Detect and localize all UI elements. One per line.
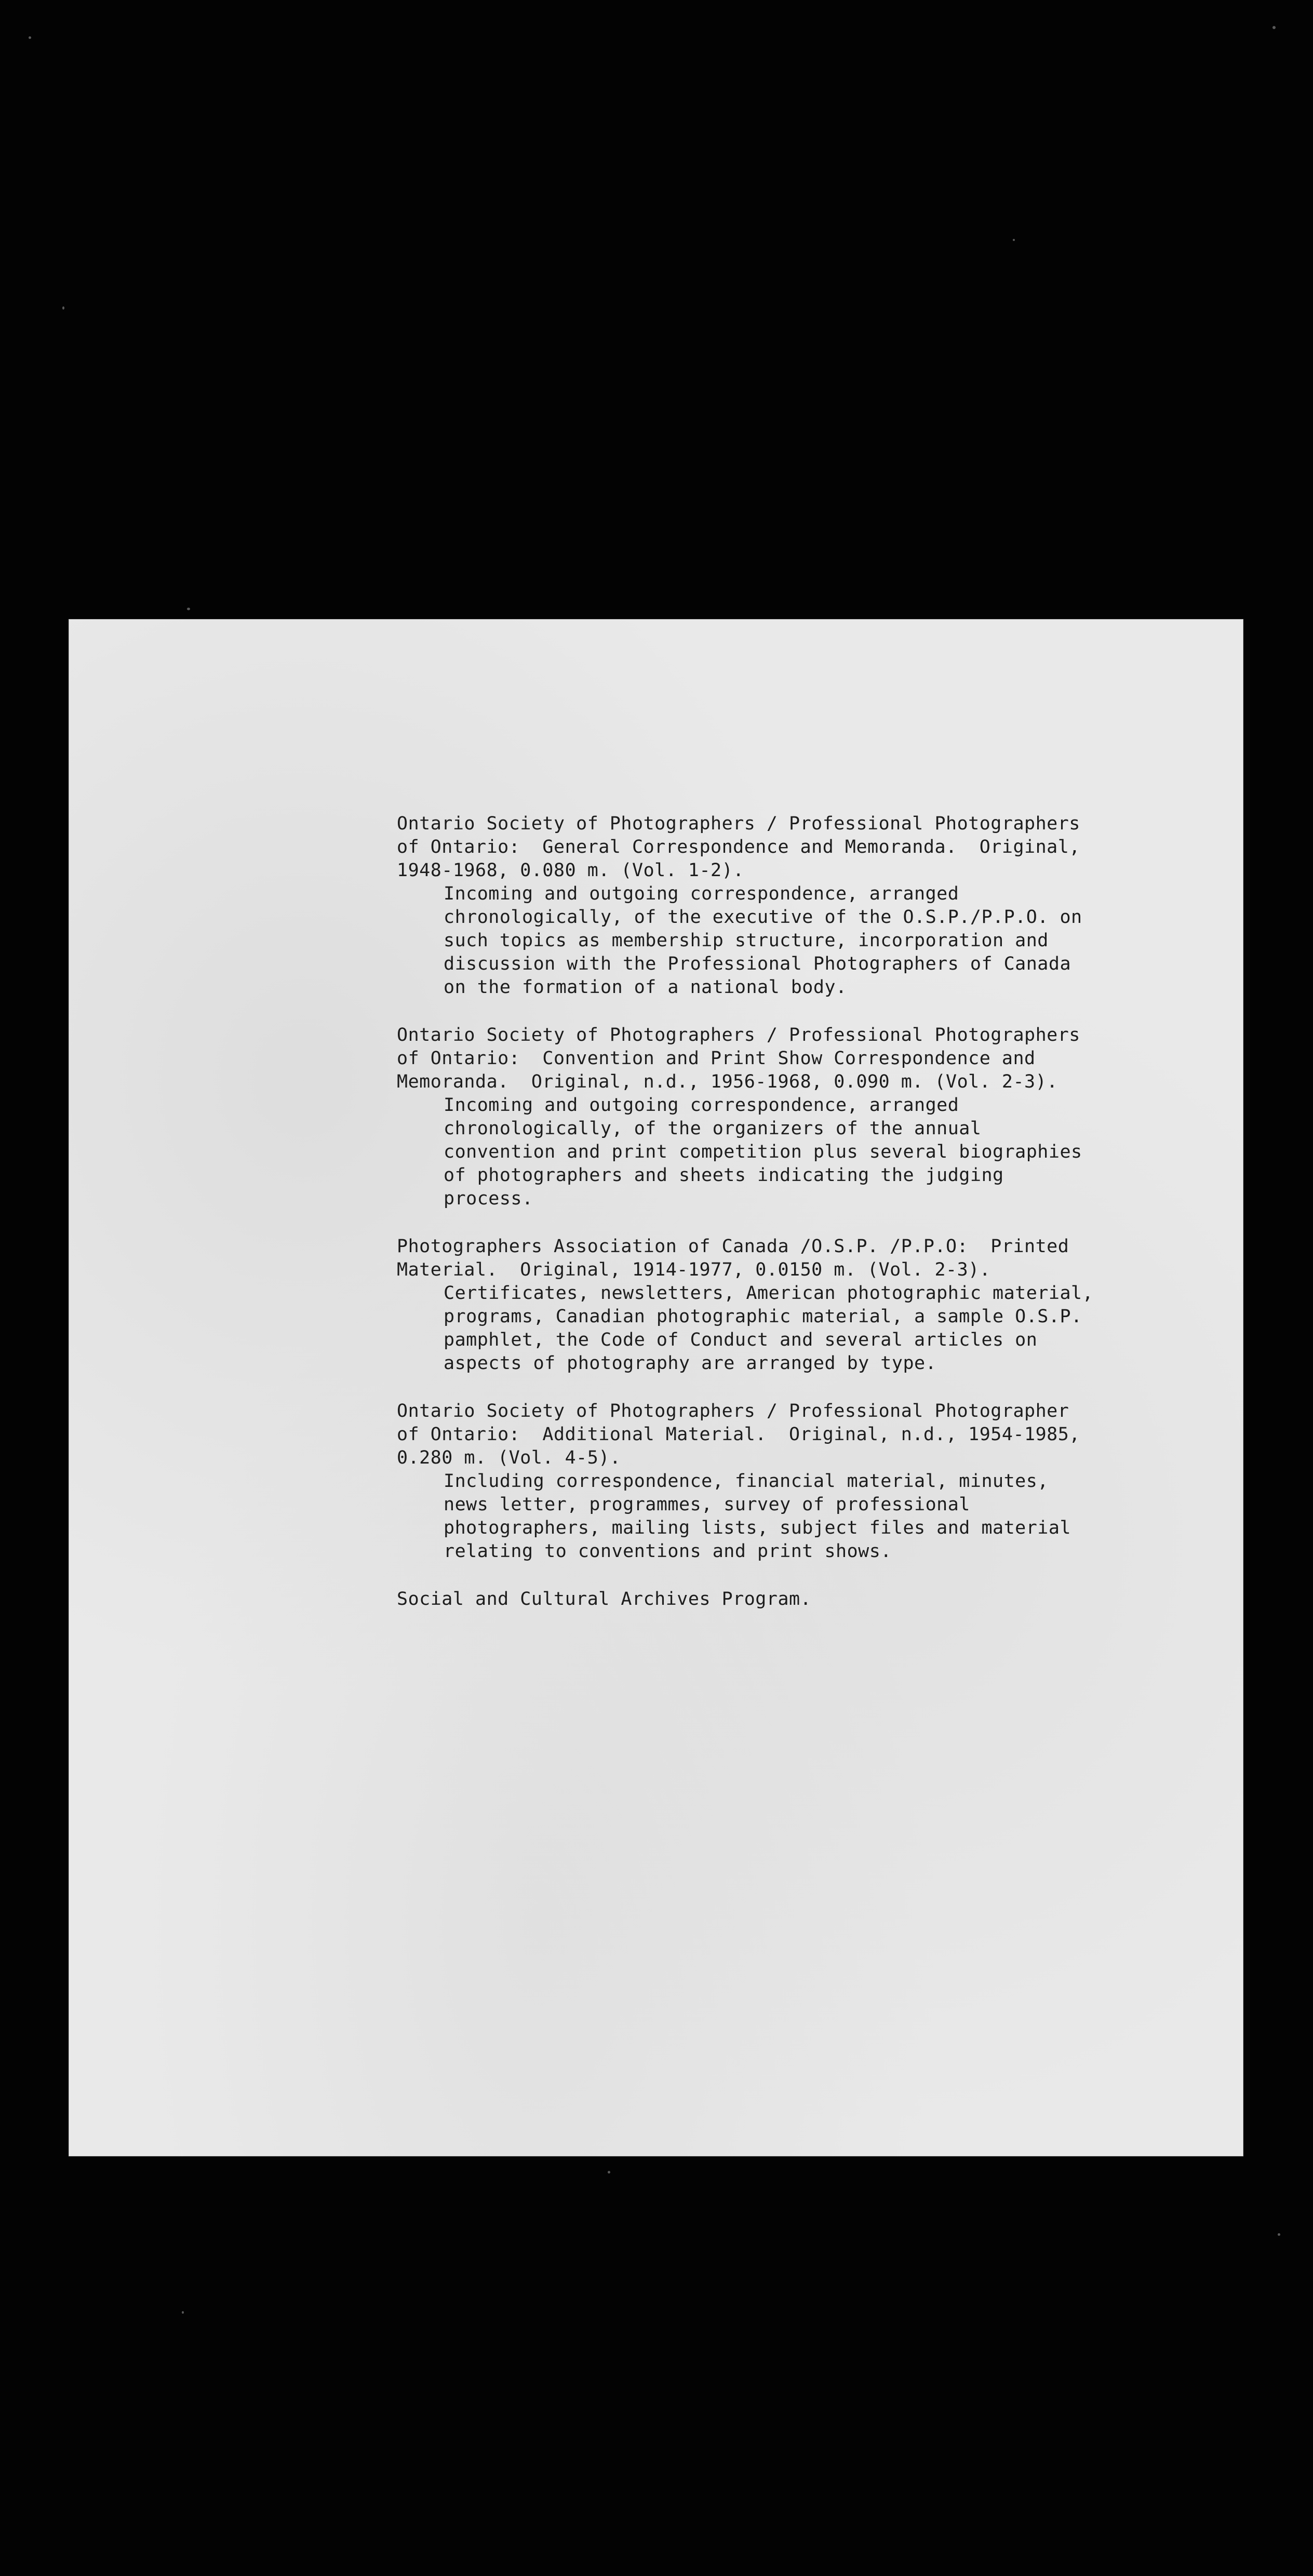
entry-description: Certificates, newsletters, American photographic material, programs, Canadian photographic material, a sample O.S.P. pamphlet, the Code of Conduct and several articles on aspects of photography are arranged by type. (444, 1283, 1094, 1374)
dust-speck (187, 608, 190, 610)
entry-convention-correspondence (397, 1024, 1207, 1211)
finding-aid-text (397, 812, 1207, 1611)
entry-printed-material (397, 1235, 1207, 1375)
dust-speck (608, 2171, 610, 2174)
entry-general-correspondence (397, 812, 1207, 999)
document-page (69, 619, 1243, 2156)
dust-speck (1013, 239, 1015, 241)
entry-description: Incoming and outgoing correspondence, arranged chronologically, of the organizers of the annual convention and print competition plus several biographies of photographers and sheets indicating the judging process. (444, 1095, 1082, 1209)
program-footer: Social and Cultural Archives Program. (397, 1589, 812, 1609)
entry-description: Incoming and outgoing correspondence, arranged chronologically, of the executive of the O.S.P./P.P.O. on such topics as membership structure, incorporation and discussion with the Professional Photographers of Canada on the formation of a national body. (444, 883, 1082, 998)
dust-speck (1278, 2233, 1280, 2236)
entry-heading: Ontario Society of Photographers / Professional Photographers of Ontario: General Correspondence and Memoranda. Original, 1948-1968, 0.080 m. (Vol. 1-2). (397, 813, 1080, 881)
dust-speck (29, 36, 31, 39)
entry-heading: Photographers Association of Canada /O.S.P. /P.P.O: Printed Material. Original, 1914-1977, 0.0150 m. (Vol. 2-3). (397, 1236, 1069, 1280)
dust-speck (62, 306, 64, 310)
entry-heading: Ontario Society of Photographers / Professional Photographers of Ontario: Convention and Print Show Correspondence and Memoranda. Original, n.d., 1956-1968, 0.090 m. (Vol. 2-3). (397, 1025, 1080, 1092)
entry-heading: Ontario Society of Photographers / Professional Photographer of Ontario: Additional Material. Original, n.d., 1954-1985, 0.280 m. (Vol. 4-5). (397, 1401, 1080, 1468)
entry-description: Including correspondence, financial material, minutes, news letter, programmes, survey of professional photographers, mailing lists, subject files and material relating to conventions and print shows. (444, 1471, 1071, 1562)
dust-speck (1272, 26, 1276, 29)
entry-additional-material (397, 1400, 1207, 1563)
dust-speck (182, 2311, 184, 2314)
